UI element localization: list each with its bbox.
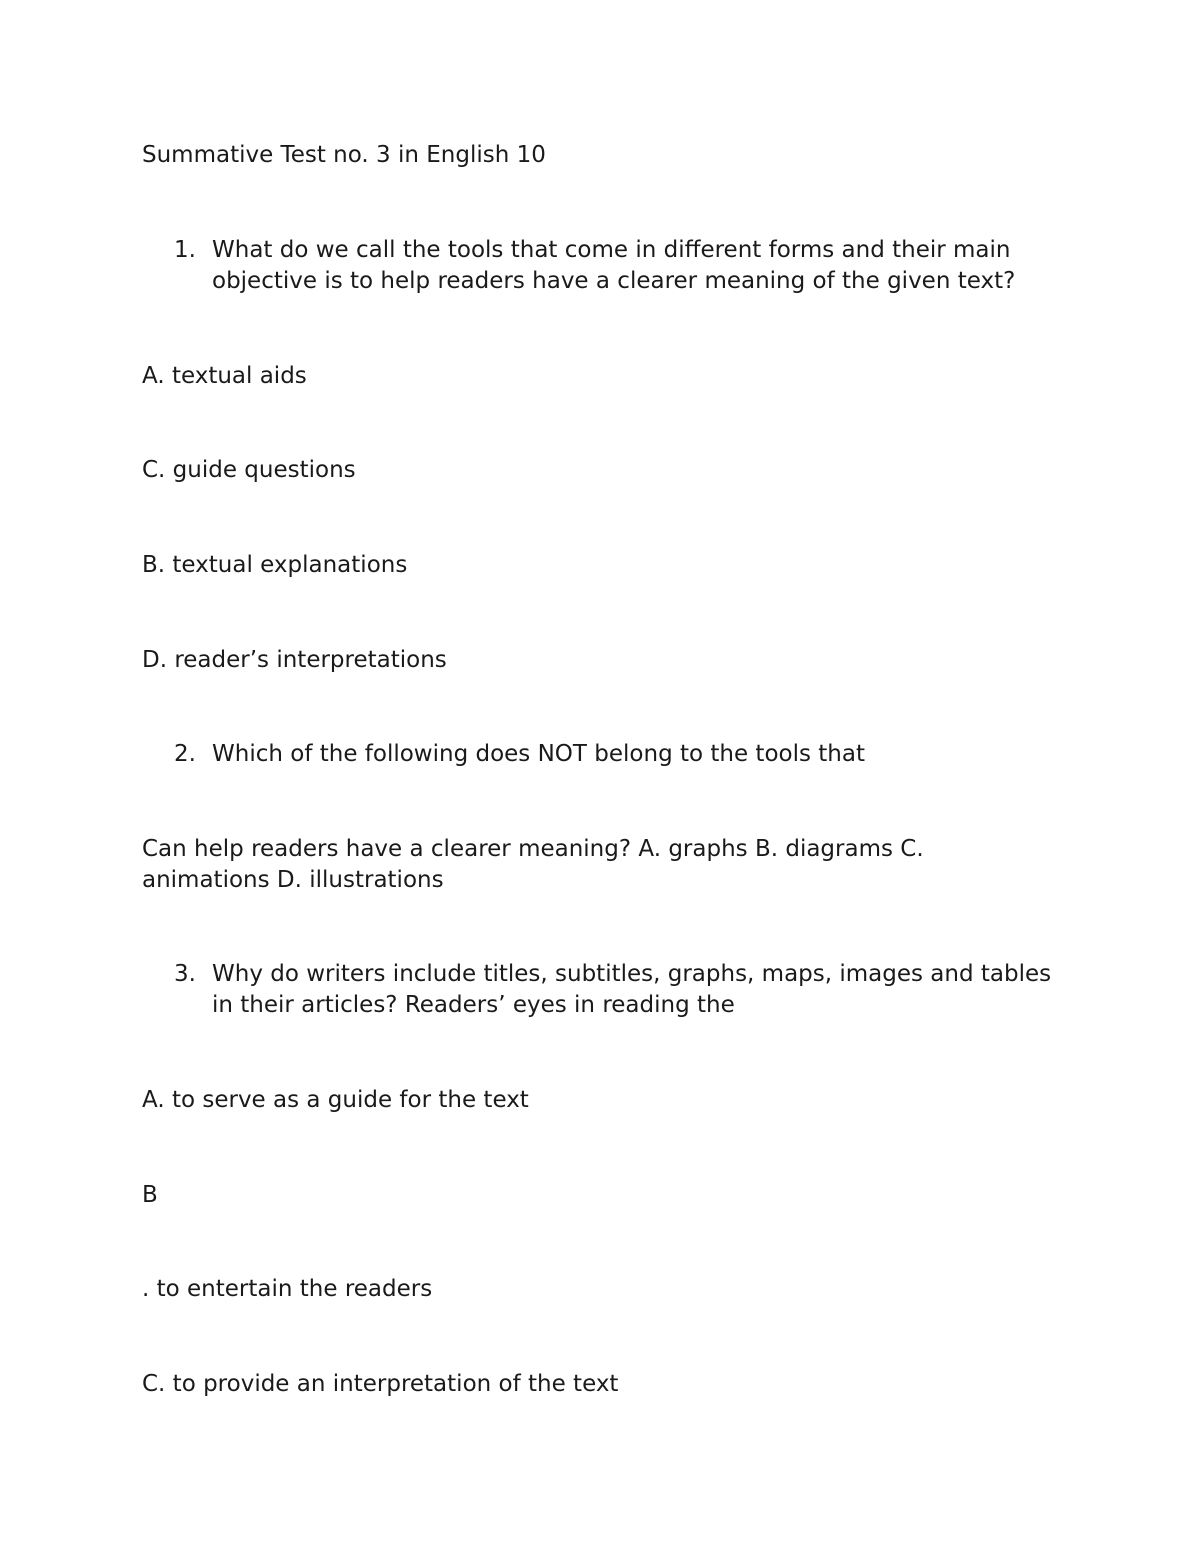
answer-option: B. textual explanations — [142, 552, 408, 578]
answer-option: C. guide questions — [142, 457, 356, 483]
question-continuation: Can help readers have a clearer meaning? A. graphs B. diagrams C. animations D. illustrations — [142, 836, 924, 893]
answer-option: D. reader’s interpretations — [142, 647, 447, 673]
document-title: Summative Test no. 3 in English 10 — [142, 142, 546, 168]
answer-option: . to entertain the readers — [142, 1276, 433, 1302]
question-number: 1. — [174, 237, 196, 263]
answer-option: A. textual aids — [142, 363, 307, 389]
answer-option: B — [142, 1182, 158, 1208]
question-3 — [174, 959, 1054, 1021]
question-text: Which of the following does NOT belong to the tools that — [212, 741, 865, 767]
question-number: 3. — [174, 961, 196, 987]
question-2 — [174, 739, 1054, 770]
question-1 — [174, 235, 1054, 297]
question-text: Why do writers include titles, subtitles, graphs, maps, images and tables in their articles? Readers’ eyes in reading the — [212, 961, 1052, 1018]
answer-option: A. to serve as a guide for the text — [142, 1087, 529, 1113]
question-number: 2. — [174, 741, 196, 767]
answer-option: C. to provide an interpretation of the text — [142, 1371, 619, 1397]
question-text: What do we call the tools that come in different forms and their main objective is to help readers have a clearer meaning of the given text? — [212, 237, 1016, 294]
